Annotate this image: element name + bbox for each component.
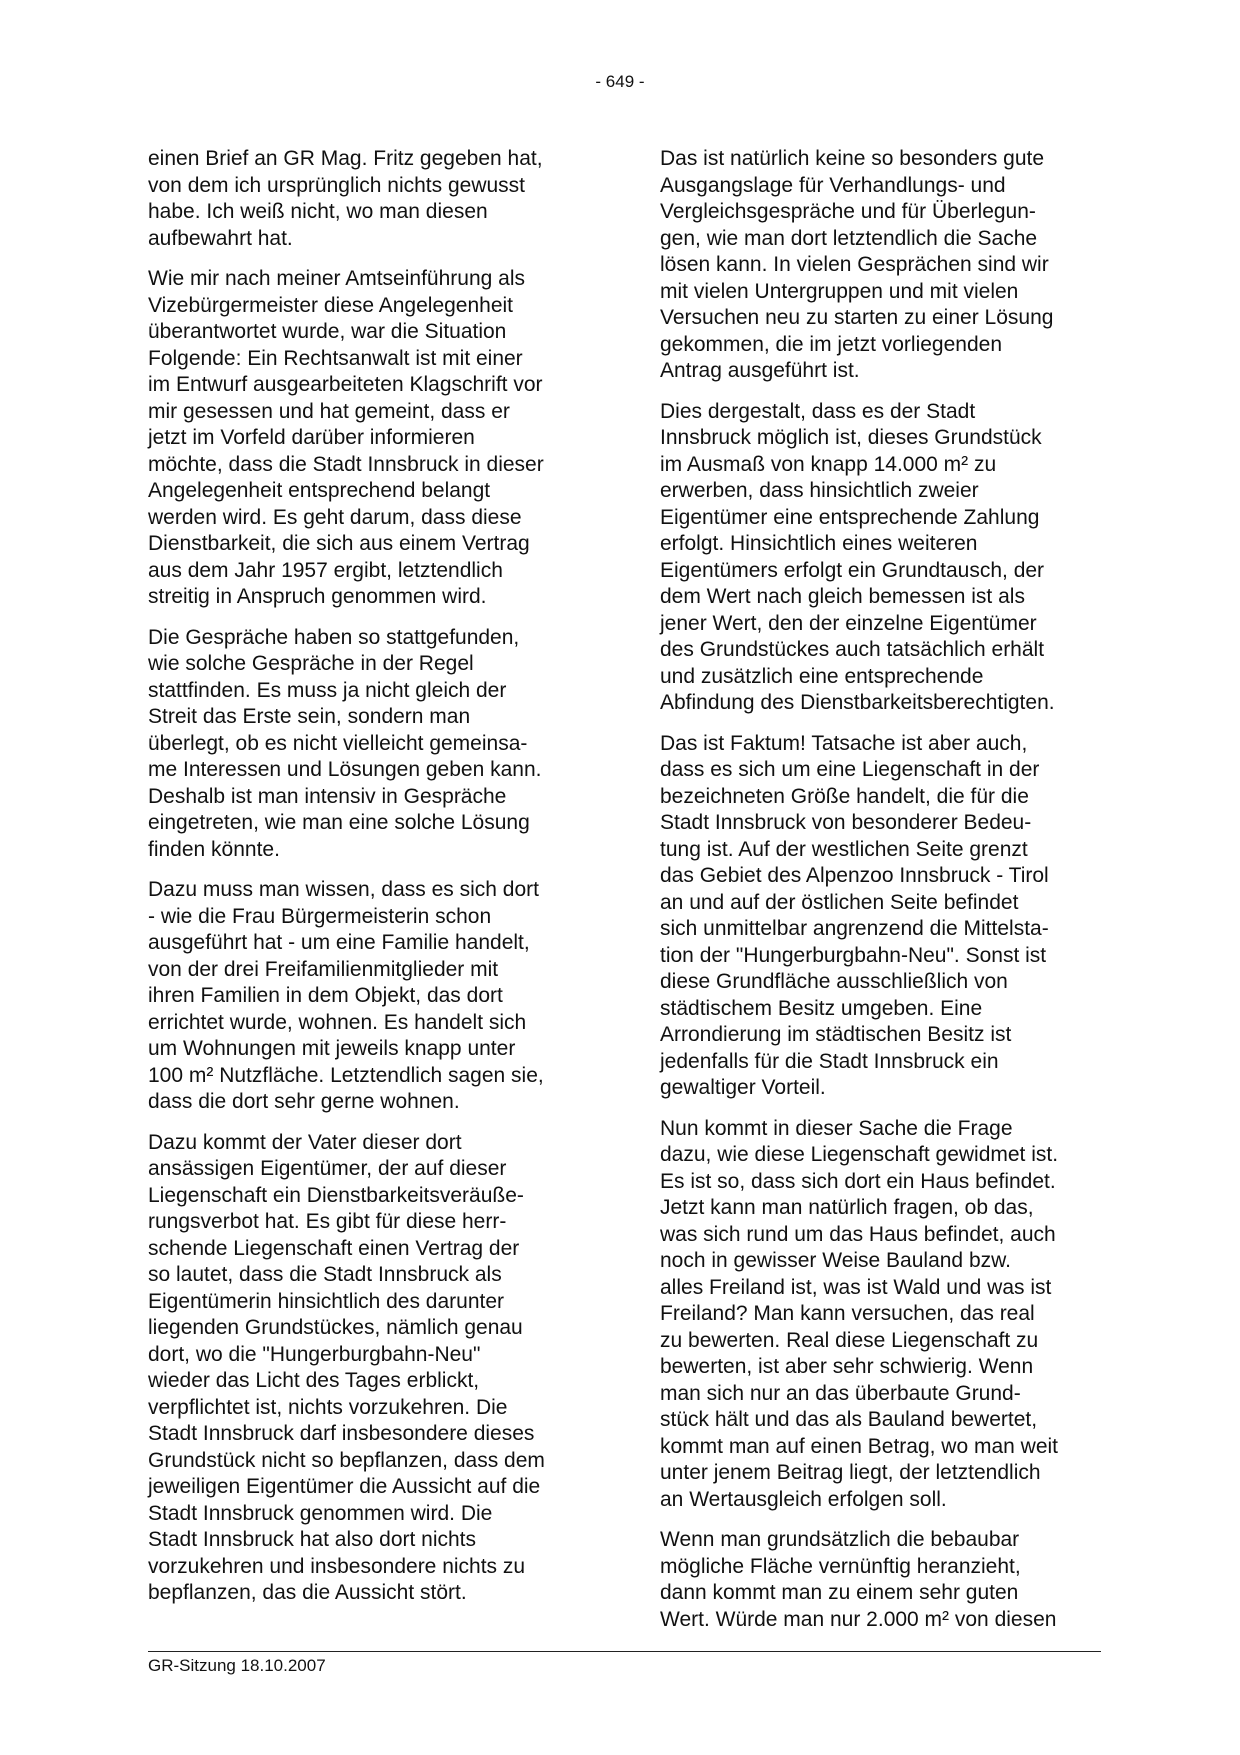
paragraph: Dazu muss man wissen, dass es sich dort - wie die Frau Bürgermeisterin schon ausgeführt hat - um eine Familie handelt, von der drei Freifamilienmitglieder mit ihren Familien in dem Objekt, das dort errichtet wurde, wohnen. Es handelt sich um Wohnungen mit jeweils knapp unter 100 m² Nutzfläche. Letztendlich sagen sie, dass die dort sehr gerne wohnen. bbox=[148, 878, 544, 1113]
paragraph: Dazu kommt der Vater dieser dort ansässigen Eigentümer, der auf dieser Liegenschaft ein Dienstbarkeitsveräuße- rungsverbot hat. Es gibt für diese herr- schende Liegenschaft einen Vertrag der so lautet, dass die Stadt Innsbruck als Eigentümerin hinsichtlich des darunter liegenden Grundstückes, nämlich genau dort, wo die "Hungerburgbahn-Neu" wieder das Licht des Tages erblickt, verpflichtet ist, nichts vorzukehren. Die Stadt Innsbruck darf insbesondere dieses Grundstück nicht so bepflanzen, dass dem jeweiligen Eigentümer die Aussicht auf die Stadt Innsbruck genommen wird. Die Stadt Innsbruck hat also dort nichts vorzukehren und insbesondere nichts zu bepflanzen, das die Aussicht stört. bbox=[148, 1130, 545, 1604]
footer-divider bbox=[148, 1651, 1101, 1652]
right-column bbox=[660, 146, 1100, 1647]
paragraph: Die Gespräche haben so stattgefunden, wie solche Gespräche in der Regel stattfinden. Es muss ja nicht gleich der Streit das Erste sein, sondern man überlegt, ob es nicht vielleicht gemeinsa- me Interessen und Lösungen geben kann. Deshalb ist man intensiv in Gespräche eingetreten, wie man eine solche Lösung finden könnte. bbox=[148, 625, 542, 861]
paragraph: Wenn man grundsätzlich die bebaubar mögliche Fläche vernünftig heranzieht, dann kommt man zu einem sehr guten Wert. Würde man nur 2.000 m² von diesen bbox=[660, 1528, 1057, 1631]
paragraph: Das ist natürlich keine so besonders gute Ausgangslage für Verhandlungs- und Vergleichsgespräche und für Überlegun- gen, wie man dort letztendlich die Sache lösen kann. In vielen Gesprächen sind wir mit vielen Untergruppen und mit vielen Versuchen neu zu starten zu einer Lösung gekommen, die im jetzt vorliegenden Antrag ausgeführt ist. bbox=[660, 147, 1054, 382]
paragraph: einen Brief an GR Mag. Fritz gegeben hat, von dem ich ursprünglich nichts gewusst habe. Ich weiß nicht, wo man diesen aufbewahrt hat. bbox=[148, 147, 543, 250]
paragraph: Wie mir nach meiner Amtseinführung als Vizebürgermeister diese Angelegenheit überantwortet wurde, war die Situation Folgende: Ein Rechtsanwalt ist mit einer im Entwurf ausgearbeiteten Klagschrift vor mir gesessen und hat gemeint, dass er jetzt im Vorfeld darüber informieren möchte, dass die Stadt Innsbruck in dieser Angelegenheit entsprechend belangt werden wird. Es geht darum, dass diese Dienstbarkeit, die sich aus einem Vertrag aus dem Jahr 1957 ergibt, letztendlich streitig in Anspruch genommen wird. bbox=[148, 267, 544, 608]
paragraph: Das ist Faktum! Tatsache ist aber auch, dass es sich um eine Liegenschaft in der bezeichneten Größe handelt, die für die Stadt Innsbruck von besonderer Bedeu- tung ist. Auf der westlichen Seite grenzt das Gebiet des Alpenzoo Innsbruck - Tirol an und auf der östlichen Seite befindet sich unmittelbar angrenzend die Mittelsta- tion der "Hungerburgbahn-Neu". Sonst ist diese Grundfläche ausschließlich von städtischem Besitz umgeben. Eine Arrondierung im städtischen Besitz ist jedenfalls für die Stadt Innsbruck ein gewaltiger Vorteil. bbox=[660, 731, 1049, 1099]
footer-text: GR-Sitzung 18.10.2007 bbox=[148, 1656, 326, 1675]
left-column bbox=[148, 146, 588, 1621]
paragraph: Nun kommt in dieser Sache die Frage dazu, wie diese Liegenschaft gewidmet ist. Es ist so, dass sich dort ein Haus befindet. Jetzt kann man natürlich fragen, ob das, was sich rund um das Haus befindet, auch noch in gewisser Weise Bauland bzw. alles Freiland ist, was ist Wald und was ist Freiland? Man kann versuchen, das real zu bewerten. Real diese Liegenschaft zu bewerten, ist aber sehr schwierig. Wenn man sich nur an das überbaute Grund- stück hält und das als Bauland bewertet, kommt man auf einen Betrag, wo man weit unter jenem Beitrag liegt, der letztendlich an Wertausgleich erfolgen soll. bbox=[660, 1116, 1059, 1511]
paragraph: Dies dergestalt, dass es der Stadt Innsbruck möglich ist, dieses Grundstück im Ausmaß von knapp 14.000 m² zu erwerben, dass hinsichtlich zweier Eigentümer eine entsprechende Zahlung erfolgt. Hinsichtlich eines weiteren Eigentümers erfolgt ein Grundtausch, der dem Wert nach gleich bemessen ist als jener Wert, den der einzelne Eigentümer des Grundstückes auch tatsächlich erhält und zusätzlich eine entsprechende Abfindung des Dienstbarkeitsberechtigten. bbox=[660, 399, 1055, 714]
page-number: - 649 - bbox=[595, 72, 645, 91]
